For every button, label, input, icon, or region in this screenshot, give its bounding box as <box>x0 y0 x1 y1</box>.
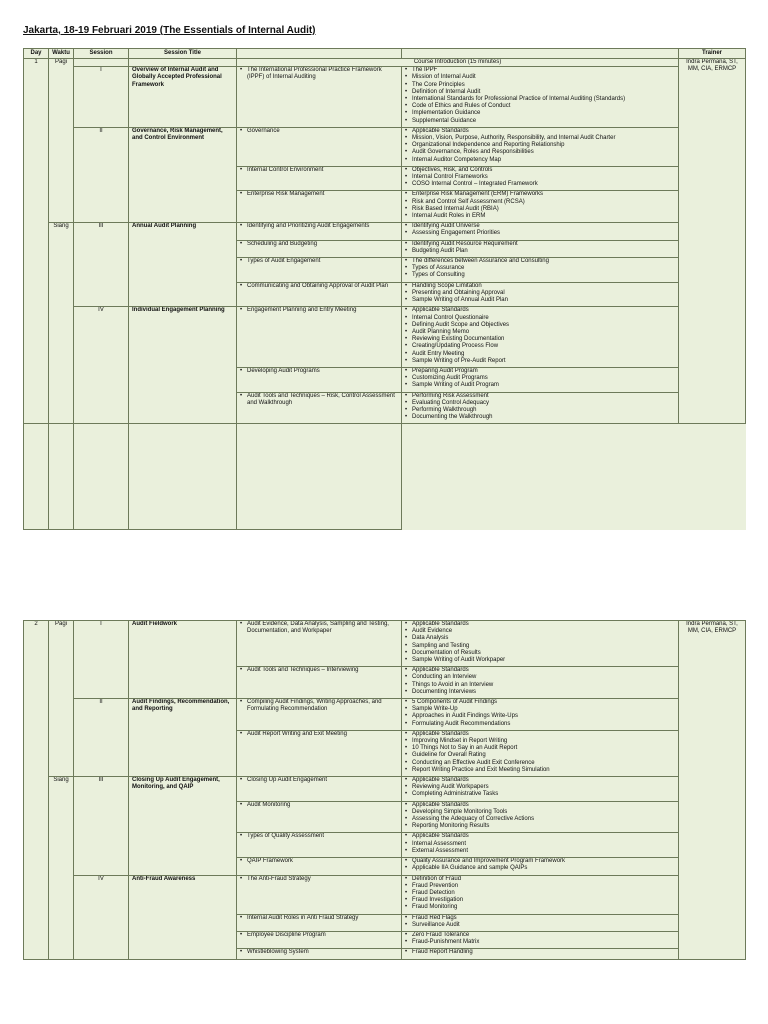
bullet-list <box>405 258 675 282</box>
bullet-item: • Implementation Guidance <box>405 110 675 117</box>
bullet-item: • Audit Planning Memo <box>405 329 675 336</box>
bullet-item: • Surveillance Audit <box>405 922 675 929</box>
topic-item: • Engagement Planning and Entry Meeting <box>240 307 398 314</box>
bullet-item: • Things to Avoid in an Interview <box>405 682 675 689</box>
session-number: I <box>74 621 129 699</box>
topic-item: • Employee Discipline Program <box>240 932 398 939</box>
bullet-item: • Reviewing Audit Workpapers <box>405 784 675 791</box>
bullet-item: • Performing Risk Assessment <box>405 393 675 400</box>
bullet-item: • Developing Simple Monitoring Tools <box>405 809 675 816</box>
bullet-item: • Reporting Monitoring Results <box>405 823 675 830</box>
trainer-name: Indra Permana, ST, MM, CIA, ERMCP <box>679 59 746 424</box>
topic-list <box>240 949 398 958</box>
topic-cell <box>237 875 402 914</box>
bullet-list <box>405 307 675 367</box>
session-title: Anti-Fraud Awareness <box>129 875 237 959</box>
bullet-item: • Internal Control Questionaire <box>405 315 675 322</box>
topic-cell <box>237 949 402 959</box>
topic-cell <box>237 307 402 368</box>
waktu-siang: Siang <box>49 777 74 959</box>
content-cell <box>402 191 679 223</box>
session-title: Individual Engagement Planning <box>129 307 237 424</box>
bullet-item: • Definition of Internal Audit <box>405 89 675 96</box>
bullet-item: • Report Writing Practice and Exit Meeting Simulation <box>405 767 675 774</box>
session-title: Audit Fieldwork <box>129 621 237 699</box>
topic-item: • Audit Monitoring <box>240 802 398 809</box>
bullet-item: • Applicable Standards <box>405 731 675 738</box>
bullet-list <box>405 621 675 666</box>
topic-cell <box>237 621 402 667</box>
bullet-item: • Sample Writing of Audit Workpaper <box>405 657 675 664</box>
table-row <box>24 67 746 128</box>
content-cell <box>402 858 679 875</box>
bullet-item: • Applicable Standards <box>405 307 675 314</box>
content-cell <box>402 240 679 257</box>
bullet-list <box>405 949 675 958</box>
topic-item: • Enterprise Risk Management <box>240 191 398 198</box>
topic-item: • Audit Tools and Techniques – Interviewing <box>240 667 398 674</box>
course-introduction: Course Introduction (15 minutes) <box>237 59 679 67</box>
topic-cell <box>237 801 402 833</box>
bullet-item: • Quality Assurance and Improvement Program Framework <box>405 858 675 865</box>
bullet-item: • Documenting the Walkthrough <box>405 414 675 421</box>
topic-cell <box>237 127 402 166</box>
bullet-item: • Mission, Vision, Purpose, Authority, Responsibility, and Internal Audit Charter <box>405 135 675 142</box>
topic-item: • Scheduling and Budgeting <box>240 241 398 248</box>
topic-list <box>240 223 398 232</box>
day-number: 1 <box>24 59 49 424</box>
bullet-item: • Sample Write-Up <box>405 706 675 713</box>
topic-cell <box>237 931 402 948</box>
bullet-item: • Documentation of Results <box>405 650 675 657</box>
topic-cell <box>237 240 402 257</box>
bullet-list <box>405 667 675 698</box>
bullet-item: • Conducting an Effective Audit Exit Conference <box>405 760 675 767</box>
header-content <box>402 49 679 59</box>
topic-cell <box>237 699 402 731</box>
content-cell <box>402 67 679 128</box>
topic-cell <box>237 914 402 931</box>
content-cell <box>402 699 679 731</box>
topic-cell <box>237 667 402 699</box>
topic-item: • Developing Audit Programs <box>240 368 398 375</box>
bullet-list <box>405 67 675 127</box>
session-number: II <box>74 127 129 222</box>
bullet-item: • Fraud Detection <box>405 890 675 897</box>
table-row <box>24 777 746 802</box>
bullet-list <box>405 223 675 239</box>
content-cell <box>402 282 679 307</box>
table-row <box>24 59 746 67</box>
topic-cell <box>237 191 402 223</box>
bullet-item: • Types of Consulting <box>405 272 675 279</box>
bullet-list <box>405 932 675 948</box>
topic-cell <box>237 282 402 307</box>
bullet-item: • Applicable Standards <box>405 833 675 840</box>
content-cell <box>402 621 679 667</box>
content-cell <box>402 875 679 914</box>
bullet-item: • Applicable IIA Guidance and sample QAIPs <box>405 865 675 872</box>
bullet-item: • Handling Scope Limitation <box>405 283 675 290</box>
bullet-item: • Risk and Control Self Assessment (RCSA) <box>405 199 675 206</box>
spacer-cell <box>74 424 129 530</box>
topic-list <box>240 699 398 715</box>
topic-item: • Whistleblowing System <box>240 949 398 956</box>
waktu-siang: Siang <box>49 223 74 424</box>
bullet-item: • Fraud Monitoring <box>405 904 675 911</box>
topic-cell <box>237 223 402 240</box>
topic-list <box>240 258 398 267</box>
content-cell <box>402 392 679 424</box>
topic-item: • Closing Up Audit Engagement <box>240 777 398 784</box>
topic-item: • Audit Report Writing and Exit Meeting <box>240 731 398 738</box>
topic-list <box>240 368 398 377</box>
content-cell <box>402 801 679 833</box>
spacer-cell <box>129 424 237 530</box>
content-cell <box>402 730 679 776</box>
bullet-item: • Internal Assessment <box>405 841 675 848</box>
day-number: 2 <box>24 621 49 960</box>
topic-item: • Governance <box>240 128 398 135</box>
bullet-item: • Risk Based Internal Audit (RBIA) <box>405 206 675 213</box>
bullet-item: • Sampling and Testing <box>405 643 675 650</box>
content-cell <box>402 914 679 931</box>
content-cell <box>402 367 679 392</box>
header-day: Day <box>24 49 49 59</box>
bullet-item: • The Core Principles <box>405 82 675 89</box>
bullet-item: • Fraud Investigation <box>405 897 675 904</box>
bullet-list <box>405 128 675 166</box>
bullet-list <box>405 833 675 857</box>
page-title: Jakarta, 18-19 Februari 2019 (The Essentials of Internal Audit) <box>23 25 316 36</box>
topic-item: • Types of Audit Engagement <box>240 258 398 265</box>
header-session-title: Session Title <box>129 49 237 59</box>
bullet-item: • Code of Ethics and Rules of Conduct <box>405 103 675 110</box>
topic-list <box>240 167 398 176</box>
topic-list <box>240 932 398 941</box>
bullet-item: • Organizational Independence and Reporting Relationship <box>405 142 675 149</box>
topic-item: • Identifying and Prioritizing Audit Engagements <box>240 223 398 230</box>
session-number: III <box>74 777 129 875</box>
topic-list <box>240 191 398 200</box>
bullet-item: • The differences between Assurance and Consulting <box>405 258 675 265</box>
bullet-item: • International Standards for Professional Practice of Internal Auditing (Standards) <box>405 96 675 103</box>
bullet-item: • Objectives, Risk, and Controls <box>405 167 675 174</box>
bullet-list <box>405 858 675 874</box>
session-number: II <box>74 699 129 777</box>
bullet-item: • Internal Auditor Competency Map <box>405 157 675 164</box>
topic-item: • Internal Audit Roles in Anti Fraud Strategy <box>240 915 398 922</box>
bullet-item: • 10 Things Not to Say in an Audit Report <box>405 745 675 752</box>
topic-cell <box>237 833 402 858</box>
bullet-item: • Internal Control Frameworks <box>405 174 675 181</box>
bullet-item: • Fraud-Punishment Matrix <box>405 939 675 946</box>
topic-cell <box>237 392 402 424</box>
intro-blank <box>74 59 129 67</box>
bullet-item: • Audit Evidence <box>405 628 675 635</box>
bullet-item: • Budgeting Audit Plan <box>405 248 675 255</box>
session-title: Overview of Internal Audit and Globally Accepted Professional Framework <box>129 67 237 128</box>
topic-item: • Internal Control Environment <box>240 167 398 174</box>
spacer-cell <box>237 424 402 530</box>
content-cell <box>402 223 679 240</box>
bullet-item: • Applicable Standards <box>405 777 675 784</box>
session-title: Annual Audit Planning <box>129 223 237 307</box>
bullet-list <box>405 191 675 222</box>
bullet-item: • Fraud Red Flags <box>405 915 675 922</box>
schedule-table-day-2 <box>23 620 746 960</box>
bullet-item: • Preparing Audit Program <box>405 368 675 375</box>
session-title: Governance, Risk Management, and Control Environment <box>129 127 237 222</box>
topic-list <box>240 67 398 83</box>
header-topic <box>237 49 402 59</box>
session-number: IV <box>74 307 129 424</box>
spacer-cell <box>24 424 49 530</box>
topic-cell <box>237 258 402 283</box>
bullet-list <box>405 731 675 776</box>
table-row <box>24 621 746 667</box>
bullet-item: • Reviewing Existing Documentation <box>405 336 675 343</box>
content-cell <box>402 166 679 191</box>
bullet-list <box>405 368 675 392</box>
topic-list <box>240 283 398 292</box>
bullet-list <box>405 241 675 257</box>
bullet-list <box>405 699 675 730</box>
topic-list <box>240 876 398 885</box>
bullet-item: • Identifying Audit Resource Requirement <box>405 241 675 248</box>
bullet-item: • External Assessment <box>405 848 675 855</box>
topic-list <box>240 393 398 409</box>
content-cell <box>402 833 679 858</box>
table-spacer-row <box>24 424 746 530</box>
topic-list <box>240 241 398 250</box>
bullet-item: • Approaches in Audit Findings Write-Ups <box>405 713 675 720</box>
session-number: IV <box>74 875 129 959</box>
bullet-item: • Audit Entry Meeting <box>405 351 675 358</box>
bullet-item: • Fraud Report Handling <box>405 949 675 956</box>
bullet-item: • Defining Audit Scope and Objectives <box>405 322 675 329</box>
bullet-item: • The IPPF <box>405 67 675 74</box>
topic-item: • Types of Quality Assessment <box>240 833 398 840</box>
content-cell <box>402 127 679 166</box>
topic-list <box>240 621 398 637</box>
bullet-item: • Assessing Engagement Priorities <box>405 230 675 237</box>
bullet-item: • Performing Walkthrough <box>405 407 675 414</box>
bullet-list <box>405 393 675 424</box>
topic-item: • Communicating and Obtaining Approval of Audit Plan <box>240 283 398 290</box>
bullet-item: • Enterprise Risk Management (ERM) Frameworks <box>405 191 675 198</box>
bullet-item: • Supplemental Guidance <box>405 118 675 125</box>
topic-item: • Compiling Audit Findings, Writing Approaches, and Formulating Recommendation <box>240 699 398 713</box>
schedule-table-day-1 <box>23 48 746 530</box>
session-title: Audit Findings, Recommendation, and Reporting <box>129 699 237 777</box>
waktu-pagi: Pagi <box>49 59 74 223</box>
bullet-item: • Definition of Fraud <box>405 876 675 883</box>
topic-item: • Audit Tools and Techniques – Risk, Control Assessment and Walkthrough <box>240 393 398 407</box>
bullet-list <box>405 777 675 801</box>
topic-list <box>240 915 398 924</box>
topic-list <box>240 128 398 137</box>
header-trainer: Trainer <box>679 49 746 59</box>
bullet-item: • Creating/Updating Process Flow <box>405 343 675 350</box>
content-cell <box>402 931 679 948</box>
topic-item: • Audit Evidence, Data Analysis, Sampling and Testing, Documentation, and Workpaper <box>240 621 398 635</box>
bullet-item: • Fraud Prevention <box>405 883 675 890</box>
bullet-list <box>405 283 675 307</box>
trainer-name: Indra Permana, ST, MM, CIA, ERMCP <box>679 621 746 960</box>
topic-cell <box>237 730 402 776</box>
intro-blank <box>129 59 237 67</box>
session-number: III <box>74 223 129 307</box>
waktu-pagi: Pagi <box>49 621 74 777</box>
header-waktu: Waktu <box>49 49 74 59</box>
bullet-item: • Internal Audit Roles in ERM <box>405 213 675 220</box>
content-cell <box>402 667 679 699</box>
bullet-item: • Presenting and Obtaining Approval <box>405 290 675 297</box>
topic-list <box>240 777 398 786</box>
bullet-item: • Data Analysis <box>405 635 675 642</box>
bullet-item: • Types of Assurance <box>405 265 675 272</box>
bullet-item: • Mission of Internal Audit <box>405 74 675 81</box>
bullet-item: • Customizing Audit Programs <box>405 375 675 382</box>
bullet-list <box>405 802 675 833</box>
bullet-list <box>405 167 675 191</box>
bullet-item: • Improving Mindset in Report Writing <box>405 738 675 745</box>
topic-cell <box>237 858 402 875</box>
content-cell <box>402 258 679 283</box>
bullet-list <box>405 915 675 931</box>
bullet-item: • Assessing the Adequacy of Corrective Actions <box>405 816 675 823</box>
topic-item: • QAIP Framework <box>240 858 398 865</box>
header-session: Session <box>74 49 129 59</box>
bullet-item: • Formulating Audit Recommendations <box>405 721 675 728</box>
spacer-cell <box>49 424 74 530</box>
bullet-item: • Guideline for Overall Rating <box>405 752 675 759</box>
bullet-item: • Applicable Standards <box>405 802 675 809</box>
table-row <box>24 127 746 166</box>
bullet-item: • 5 Components of Audit Findings <box>405 699 675 706</box>
topic-list <box>240 731 398 740</box>
topic-list <box>240 802 398 811</box>
content-cell <box>402 307 679 368</box>
bullet-item: • Zero Fraud Tolerance <box>405 932 675 939</box>
session-number: I <box>74 67 129 128</box>
table-row <box>24 699 746 731</box>
bullet-item: • COSO Internal Control – Integrated Framework <box>405 181 675 188</box>
topic-item: • The Anti-Fraud Strategy <box>240 876 398 883</box>
bullet-item: • Sample Writing of Audit Program <box>405 382 675 389</box>
table-row <box>24 875 746 914</box>
bullet-item: • Completing Administrative Tasks <box>405 791 675 798</box>
content-cell <box>402 949 679 959</box>
bullet-item: • Audit Governance, Roles and Responsibilities <box>405 149 675 156</box>
content-cell <box>402 777 679 802</box>
bullet-item: • Applicable Standards <box>405 621 675 628</box>
bullet-item: • Evaluating Control Adequacy <box>405 400 675 407</box>
bullet-item: • Conducting an Interview <box>405 674 675 681</box>
bullet-list <box>405 876 675 914</box>
session-title: Closing Up Audit Engagement, Monitoring, and QAIP <box>129 777 237 875</box>
bullet-item: • Sample Writing of Annual Audit Plan <box>405 297 675 304</box>
topic-cell <box>237 166 402 191</box>
table-row <box>24 307 746 368</box>
topic-cell <box>237 67 402 128</box>
table-row <box>24 223 746 240</box>
bullet-item: • Documenting Interviews <box>405 689 675 696</box>
bullet-item: • Applicable Standards <box>405 128 675 135</box>
topic-list <box>240 858 398 867</box>
bullet-item: • Sample Writing of Pre-Audit Report <box>405 358 675 365</box>
topic-list <box>240 307 398 316</box>
topic-list <box>240 833 398 842</box>
bullet-item: • Identifying Audit Universe <box>405 223 675 230</box>
bullet-item: • Applicable Standards <box>405 667 675 674</box>
topic-list <box>240 667 398 676</box>
topic-cell <box>237 367 402 392</box>
topic-cell <box>237 777 402 802</box>
topic-item: • The International Professional Practice Framework (IPPF) of Internal Auditing <box>240 67 398 81</box>
